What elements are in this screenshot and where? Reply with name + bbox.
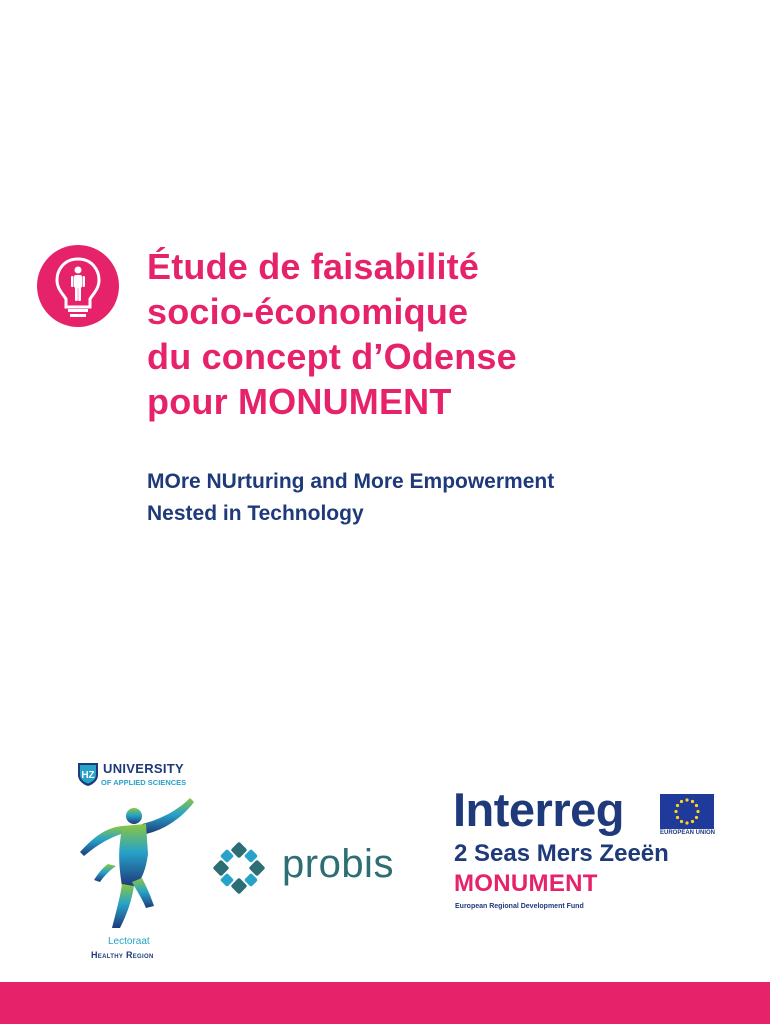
eu-flag-icon (660, 794, 714, 829)
interreg-logo (452, 783, 732, 920)
european-union-label: EUROPEAN UNION (660, 830, 716, 836)
document-title (147, 244, 707, 424)
subtitle-line: Nested in Technology (147, 502, 364, 525)
footer-band (0, 982, 770, 1024)
title-line: socio-économique (147, 291, 469, 332)
title-line: pour MONUMENT (147, 381, 452, 422)
hz-applied-sciences-label: OF APPLIED SCIENCES (101, 778, 187, 787)
hz-university-logo (72, 758, 202, 968)
probis-wordmark: probis (282, 842, 394, 886)
probis-mark-icon (210, 840, 268, 896)
document-subtitle (147, 466, 747, 530)
fund-label: European Regional Development Fund (455, 903, 584, 910)
program-name: 2 Seas Mers Zeeën (454, 840, 669, 867)
interreg-wordmark: Interreg (453, 783, 624, 836)
hz-healthy-region-label: Healthy Region (91, 950, 154, 960)
subtitle-line: MOre NUrturing and More Empowerment (147, 470, 555, 493)
hz-shield-icon (76, 761, 100, 787)
lightbulb-person-icon (37, 245, 119, 327)
title-line: Étude de faisabilité (147, 246, 480, 287)
hz-university-label: UNIVERSITY (103, 761, 185, 776)
project-name: MONUMENT (454, 870, 598, 897)
title-line: du concept d’Odense (147, 336, 517, 377)
svg-text:HZ: HZ (81, 770, 95, 781)
hz-lectoraat-label: Lectoraat (108, 936, 150, 947)
probis-logo (210, 838, 410, 898)
jumping-person-icon (72, 794, 202, 934)
